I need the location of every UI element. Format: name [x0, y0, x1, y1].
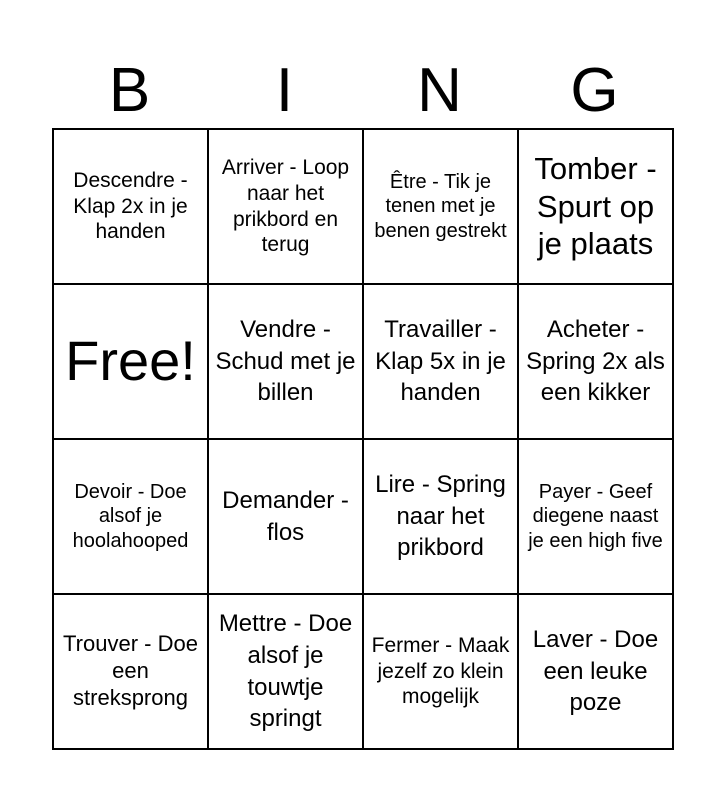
- bingo-cell[interactable]: [519, 285, 674, 440]
- bingo-cell[interactable]: [364, 130, 519, 285]
- bingo-cell-text: Devoir - Doe alsof je hoolahooped: [72, 480, 189, 552]
- bingo-header: [52, 55, 672, 127]
- bingo-cell[interactable]: [364, 440, 519, 595]
- bingo-cell-text: Acheter - Spring 2x als een kikker: [526, 315, 665, 407]
- bingo-cell-text: Demander - flos: [222, 486, 349, 546]
- bingo-cell-text: Fermer - Maak jezelf zo klein mogelijk: [371, 634, 510, 709]
- bingo-cell-text: Arriver - Loop naar het prikbord en terug: [221, 156, 350, 257]
- bingo-cell[interactable]: [364, 595, 519, 750]
- bingo-cell-text: Lire - Spring naar het prikbord: [375, 470, 506, 562]
- bingo-cell[interactable]: [519, 440, 674, 595]
- header-letter-n: N: [417, 56, 462, 125]
- bingo-cell-text: Descendre - Klap 2x in je handen: [73, 169, 188, 244]
- bingo-cell[interactable]: [54, 595, 209, 750]
- header-letter-b: B: [108, 56, 151, 125]
- bingo-cell[interactable]: [519, 595, 674, 750]
- free-space-text: Free!: [65, 329, 196, 393]
- bingo-cell[interactable]: [209, 285, 364, 440]
- bingo-cell[interactable]: [209, 440, 364, 595]
- bingo-cell[interactable]: [519, 130, 674, 285]
- bingo-cell-text: Travailler - Klap 5x in je handen: [375, 315, 506, 407]
- bingo-cell-text: Tomber - Spurt op je plaats: [534, 150, 657, 262]
- bingo-cell-text: Mettre - Doe alsof je touwtje springt: [218, 610, 353, 733]
- bingo-cell-text: Laver - Doe een leuke poze: [532, 625, 659, 717]
- bingo-cell[interactable]: [364, 285, 519, 440]
- bingo-cell[interactable]: [209, 130, 364, 285]
- free-space-cell[interactable]: [54, 285, 209, 440]
- bingo-cell[interactable]: [54, 440, 209, 595]
- bingo-cell[interactable]: [209, 595, 364, 750]
- bingo-cell-text: Être - Tik je tenen met je benen gestrekt: [374, 170, 507, 242]
- header-letter-i: I: [275, 56, 294, 125]
- bingo-cell[interactable]: [54, 130, 209, 285]
- header-letter-g: G: [570, 56, 619, 125]
- bingo-cell-text: Trouver - Doe een streksprong: [63, 631, 198, 710]
- bingo-cell-text: Payer - Geef diegene naast je een high five: [528, 480, 663, 552]
- bingo-cell-text: Vendre - Schud met je billen: [215, 315, 356, 407]
- bingo-card-grid: [52, 128, 674, 750]
